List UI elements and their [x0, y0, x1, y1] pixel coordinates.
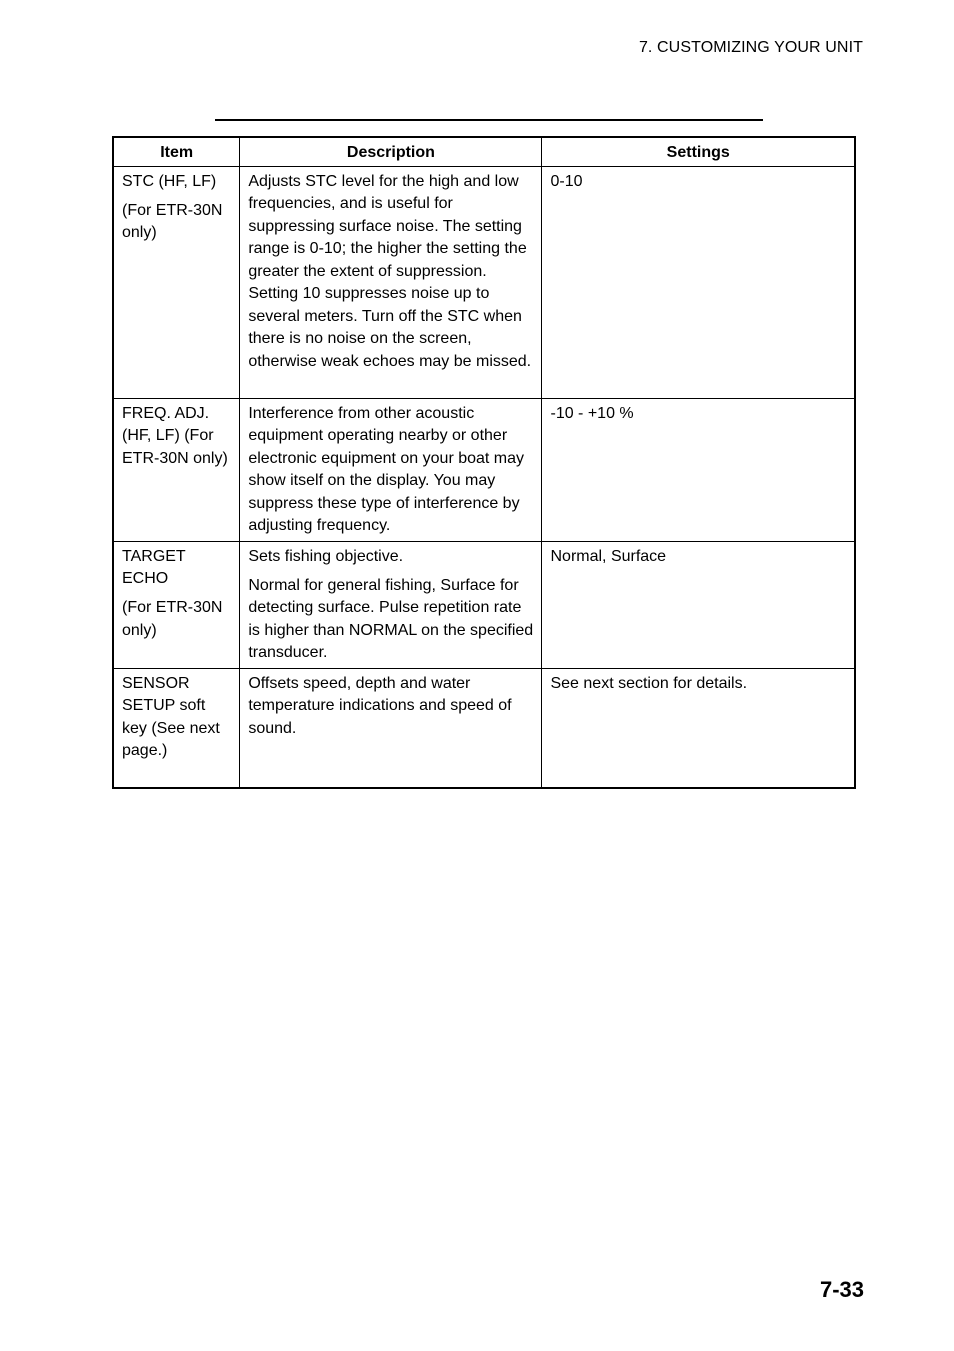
settings-cell: See next section for details.	[542, 668, 855, 788]
settings-cell: Normal, Surface	[542, 541, 855, 668]
description-text: Adjusts STC level for the high and low frequencies, and is useful for suppressing surface noise. The setting range is 0-10; the higher the setting the greater the extent of suppression. Setting 10 suppresses noise up to several meters. Turn off the STC when there is no noise on the screen, otherwise weak echoes may be missed.	[248, 172, 532, 370]
settings-cell: 0-10	[542, 166, 855, 398]
table-header-row	[113, 137, 855, 166]
column-header-item: Item	[113, 137, 240, 166]
column-header-settings: Settings	[542, 137, 855, 166]
description-text: Offsets speed, depth and water temperature indications and speed of sound.	[248, 674, 512, 737]
item-name: STC (HF, LF)	[122, 172, 217, 190]
description-cell	[240, 541, 542, 668]
table-row	[113, 541, 855, 668]
item-cell	[113, 668, 240, 788]
settings-cell: -10 - +10 %	[542, 398, 855, 541]
item-cell	[113, 541, 240, 668]
item-name: FREQ. ADJ. (HF, LF) (For ETR-30N only)	[122, 404, 228, 467]
table-row	[113, 166, 855, 398]
item-note: (For ETR-30N only)	[122, 599, 223, 639]
table-row	[113, 668, 855, 788]
page-number: 7-33	[819, 1277, 864, 1302]
settings-table	[112, 136, 856, 789]
item-name: SENSOR SETUP soft key (See next page.)	[122, 674, 220, 759]
item-cell	[113, 398, 240, 541]
item-cell	[113, 166, 240, 398]
table-row	[113, 398, 855, 541]
item-name: TARGET ECHO	[122, 547, 186, 587]
item-note: (For ETR-30N only)	[122, 201, 223, 241]
description-cell	[240, 166, 542, 398]
column-header-description: Description	[240, 137, 542, 166]
description-text: Sets fishing objective.	[248, 547, 404, 565]
running-header: 7. CUSTOMIZING YOUR UNIT	[638, 39, 863, 56]
description-text: Normal for general fishing, Surface for detecting surface. Pulse repetition rate is higher than NORMAL on the specified transducer.	[248, 576, 534, 661]
description-cell	[240, 668, 542, 788]
section-title-rule	[215, 119, 763, 121]
description-cell	[240, 398, 542, 541]
description-text: Interference from other acoustic equipment operating nearby or other electronic equipment on your boat may show itself on the display. You may suppress these type of interference by adjusting frequency.	[248, 404, 525, 534]
